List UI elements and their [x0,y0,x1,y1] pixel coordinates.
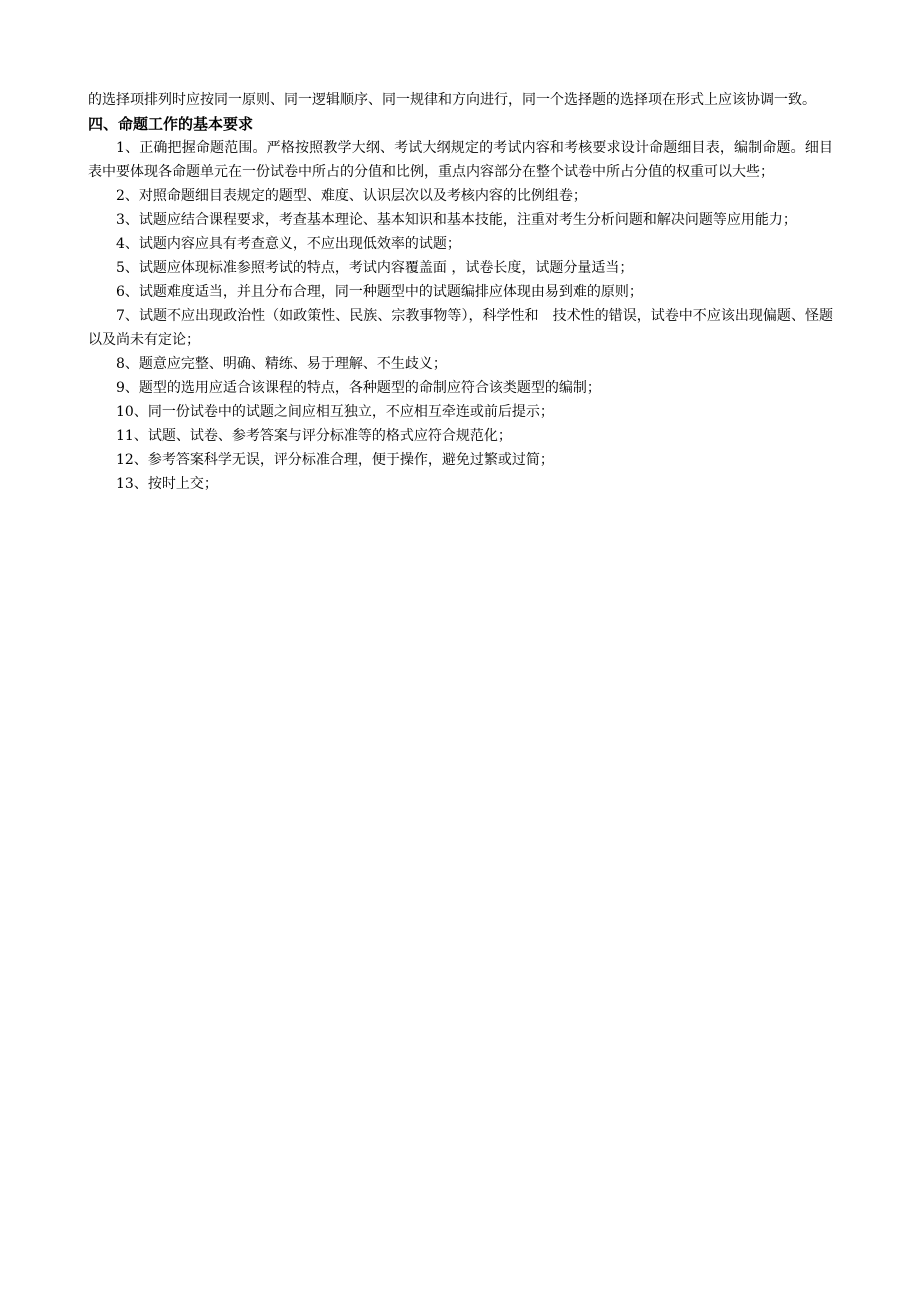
requirement-item-13: 13、按时上交； [116,476,218,492]
requirement-item-5: 5、试题应体现标准参照考试的特点，考试内容覆盖面 ，试卷长度，试题分量适当； [116,260,634,276]
requirement-item-3: 3、试题应结合课程要求，考查基本理论、基本知识和基本技能，注重对考生分析问题和解决问题等应用能力； [116,212,797,228]
requirement-item-11: 11、试题、试卷、参考答案与评分标准等的格式应符合规范化； [116,428,512,444]
requirement-item-6: 6、试题难度适当，并且分布合理，同一种题型中的试题编排应体现由易到难的原则； [116,284,643,300]
requirement-item-12: 12、参考答案科学无误，评分标准合理，便于操作，避免过繁或过简； [116,452,554,468]
requirement-item-7: 7、试题不应出现政治性（如政策性、民族、宗教事物等），科学性和 技术性的错误，试卷中不应该出现偏题、怪题以及尚未有定论； [88,308,833,348]
document-page [88,88,833,496]
requirement-item-2: 2、对照命题细目表规定的题型、难度、认识层次以及考核内容的比例组卷； [116,188,587,204]
requirement-item-1: 1、正确把握命题范围。严格按照教学大纲、考试大纲规定的考试内容和考核要求设计命题细目表，编制命题。细目表中要体现各命题单元在一份试卷中所占的分值和比例，重点内容部分在整个试卷中所占分值的权重可以大些； [88,140,833,180]
intro-paragraph: 的选择项排列时应按同一原则、同一逻辑顺序、同一规律和方向进行，同一个选择题的选择项在形式上应该协调一致。 [88,92,816,108]
requirement-item-8: 8、题意应完整、明确、精练、易于理解、不生歧义； [116,356,447,372]
section-heading: 四、命题工作的基本要求 [88,115,254,133]
requirement-item-4: 4、试题内容应具有考查意义，不应出现低效率的试题； [116,236,461,252]
requirement-item-9: 9、题型的选用应适合该课程的特点，各种题型的命制应符合该类题型的编制； [116,380,601,396]
requirement-item-10: 10、同一份试卷中的试题之间应相互独立，不应相互牵连或前后提示； [116,404,554,420]
